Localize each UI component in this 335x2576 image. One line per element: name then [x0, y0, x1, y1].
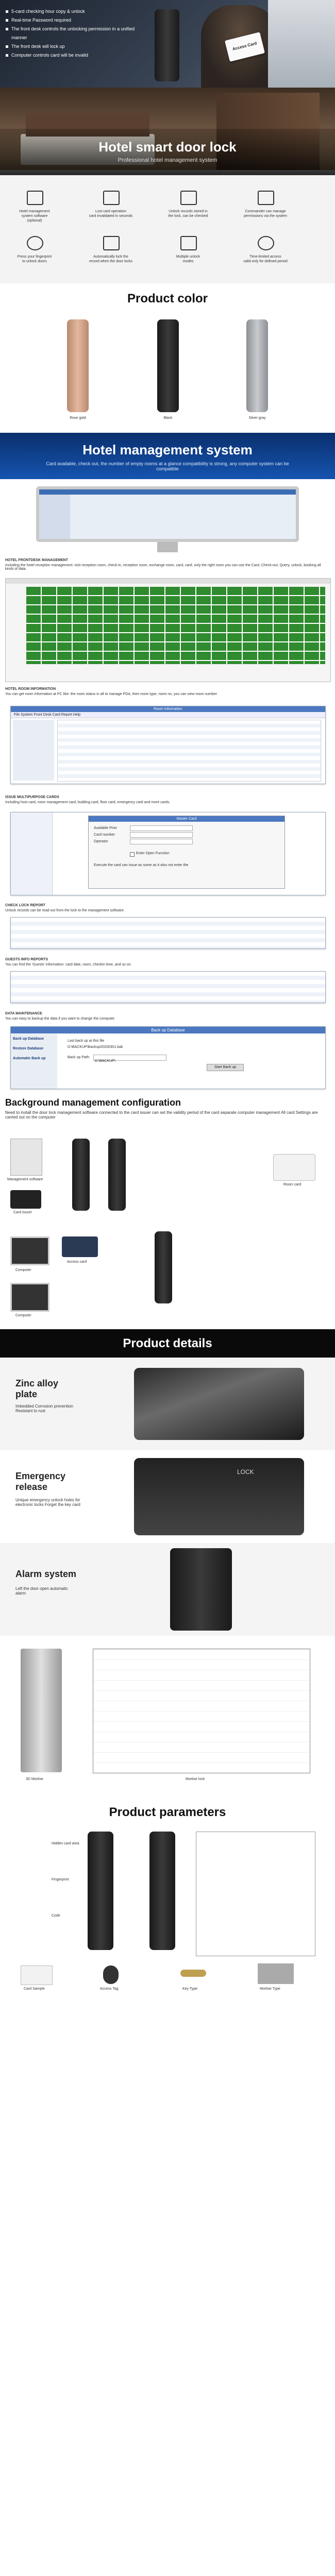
- hms-frontdesk: [0, 556, 335, 685]
- feature-caption: Press your fingerprint to unlock doors: [17, 255, 52, 263]
- param-lock-back: [149, 1832, 175, 1950]
- accessory-label: Card Sample: [24, 1987, 45, 1991]
- section-title: GUESTS INFO REPORTS: [5, 958, 48, 961]
- config-label: Room card: [283, 1183, 301, 1187]
- window-menu[interactable]: File System Front Desk Card Report Help: [11, 712, 325, 718]
- emergency-lock-closeup: [134, 1458, 304, 1535]
- feature-caption: Unlock records stored in the lock, can be checked: [168, 210, 208, 218]
- section-title: ISSUE MULTIPURPOSE CARDS: [5, 795, 59, 799]
- hero-bullet: 5-card checking hour copy & unlock: [4, 7, 143, 16]
- monitor-icon: [27, 191, 43, 205]
- backup-sidebar: [11, 1034, 57, 1089]
- backup-path-label: Back up Path:: [68, 1056, 90, 1059]
- detail-alarm: [0, 1543, 335, 1636]
- config-label: Computer: [15, 1268, 31, 1272]
- detail-zinc: [0, 1358, 335, 1450]
- backup-window: [10, 1026, 326, 1089]
- product-color-title: Product color: [127, 292, 208, 306]
- lock-black: [157, 319, 179, 412]
- zinc-lock-closeup: [134, 1368, 304, 1440]
- feature-caption: Lost card operation card invalidated in seconds: [89, 210, 133, 218]
- emergency-title: Emergency release: [15, 1471, 66, 1492]
- window-sidebar: [13, 720, 54, 781]
- hero-bullet: The front desk controls the unlocking permission in a unified manner: [4, 25, 143, 42]
- config-label: Management software: [7, 1178, 43, 1181]
- section-title: DATA MAINTENANCE: [5, 1012, 42, 1015]
- mortise-3d: [21, 1649, 62, 1772]
- color-label: Silver gray: [248, 416, 266, 420]
- product-color-images: [0, 314, 335, 428]
- page-bottom-fill: [0, 1996, 335, 2576]
- open-function-checkbox[interactable]: [130, 852, 135, 857]
- config-lock-3: [155, 1231, 172, 1303]
- zinc-title: Zinc alloy plate: [15, 1378, 59, 1399]
- hero-bullet: The front desk will lock up: [4, 42, 143, 51]
- feature-caption: Automatically lock the record when the door locks: [89, 255, 133, 263]
- card-issuer: [10, 1190, 41, 1209]
- clock-icon: [258, 236, 274, 250]
- hero-title: Hotel smart door lock: [98, 139, 237, 155]
- lock-record-icon: [103, 236, 120, 250]
- hms-data-maintenance: [0, 1010, 335, 1092]
- hms-multipurpose-cards: [0, 793, 335, 896]
- feature-caption: Hotel management system software (optional): [19, 210, 50, 223]
- section-desc: Including host card, room management card, building card, floor card, emergency card and more cards.: [5, 801, 171, 804]
- parameters-title: Product parameters: [109, 1805, 226, 1819]
- section-desc: You can get room information at PC like: the room status in all to manage PDA, then room type, room no, you can view room number: [5, 692, 217, 696]
- backup-line2: D:\BACKUP\Backup20200301.bak: [68, 1045, 123, 1049]
- accessory-tag: [103, 1965, 119, 1984]
- computer-icon: [258, 191, 274, 205]
- dialog-title: Master Card: [89, 816, 284, 822]
- hms-guests-report: [0, 956, 335, 1005]
- hero-bullet: Computer controls card will be invalid: [4, 51, 143, 60]
- record-icon: [180, 191, 197, 205]
- alarm-desc: Left the door open automatic alarm: [15, 1586, 68, 1596]
- feature-caption: Time-limited access valid only for defined period: [243, 255, 288, 263]
- features-section: [0, 175, 335, 283]
- computer-2: [10, 1283, 49, 1312]
- zinc-desc: Imbedded Corrosion prevention Resistant to rust: [15, 1404, 74, 1413]
- room-card: [273, 1154, 315, 1181]
- section-desc: Unlock records can be read out from the lock to the management software.: [5, 909, 125, 912]
- hms-title: Hotel management system: [82, 442, 253, 457]
- access-card: [62, 1236, 98, 1257]
- monitor: [36, 486, 299, 542]
- product-color-band: [0, 283, 335, 314]
- field-input[interactable]: [130, 832, 193, 838]
- background-config-header: [0, 1092, 335, 1133]
- param-lock-front: [88, 1832, 113, 1950]
- hero-room-bg: [268, 0, 335, 88]
- color-label: Black: [163, 416, 173, 420]
- field-label: Card number: [94, 833, 115, 837]
- product-details-band: [0, 1329, 335, 1358]
- accessory-card: [21, 1965, 53, 1985]
- background-desc: Need to install the door lock management software connected to the card issuer can set the validity period of the card separate computer management All card Settings are carried out on the computer: [5, 1110, 318, 1120]
- mortise-drawing: [93, 1649, 310, 1773]
- emergency-desc: Unique emergency unlock holes for electronic locks Forget the key card: [15, 1498, 80, 1507]
- color-label: Rose gold: [70, 416, 86, 420]
- mortise-section: [0, 1638, 335, 1793]
- section-title: HOTEL FRONTDESK MANAGEMENT: [5, 558, 68, 562]
- hms-lock-report: [0, 902, 335, 951]
- accessory-mortise: [258, 1963, 294, 1984]
- mortise-label: Mortise lock: [186, 1777, 205, 1781]
- hms-room-info: [0, 685, 335, 788]
- screen-toolbar: [39, 489, 296, 495]
- dialog-note: Execute the card can issue as some as it also not enter the: [94, 863, 189, 867]
- sidebar-item-auto-backup[interactable]: Automatic Back up: [13, 1057, 46, 1060]
- hms-header: [0, 433, 335, 479]
- accessory-label: Mortise Type: [260, 1987, 280, 1991]
- hero-section: [0, 0, 335, 88]
- sidebar-item-backup[interactable]: Back up Database: [13, 1037, 44, 1041]
- config-label: Access card: [67, 1260, 87, 1264]
- monitor-screen: [39, 489, 296, 539]
- field-label: Available Prior: [94, 826, 118, 830]
- backup-path-value: D:\BACKUP\: [95, 1059, 115, 1063]
- alarm-lock-closeup: [170, 1548, 232, 1631]
- backup-path-input[interactable]: [93, 1055, 166, 1061]
- hero-bullet: Real-time Password required: [4, 16, 143, 25]
- backup-title: Back up Database: [11, 1027, 325, 1033]
- grid-header: [6, 579, 330, 584]
- feature-caption: Multiple unlock modes: [176, 255, 200, 263]
- window-title: Room Information: [11, 706, 325, 712]
- alarm-title: Alarm system: [15, 1569, 77, 1579]
- section-desc: Including the hotel reception management: visit reception room, check-in, reception room, exchange room, card, card, only the right room you can use the Card, Check-out, Query, unlock, booking all kinds of data.: [5, 564, 321, 571]
- config-lock-1: [72, 1139, 90, 1211]
- section-desc: You can find the 'Guests' information: card date, room, checkin time, and so on.: [5, 963, 132, 967]
- guests-report-window: [10, 971, 326, 1003]
- field-label: Operator: [94, 840, 108, 843]
- card-dialog: [88, 816, 285, 889]
- backup-line1: Last back up at this file: [68, 1039, 105, 1043]
- start-backup-button[interactable]: Start Back up: [207, 1064, 244, 1071]
- fingerprint-icon: [27, 236, 43, 250]
- param-label: Fingerprint: [52, 1878, 69, 1882]
- software-box: [10, 1139, 42, 1176]
- hms-monitor-section: [0, 479, 335, 556]
- lock-rose-gold: [67, 319, 89, 412]
- config-label: Computer: [15, 1314, 31, 1317]
- lock-silver-gray: [246, 319, 268, 412]
- card-sidebar: [11, 812, 53, 895]
- config-lock-2: [108, 1139, 126, 1211]
- hero-lock-image: [155, 9, 179, 81]
- grid-rows: [26, 587, 325, 664]
- room-info-window: [10, 706, 326, 784]
- detail-emergency: [0, 1450, 335, 1543]
- section-title: HOTEL ROOM INFORMATION: [5, 687, 56, 691]
- background-title: Background management configuration: [5, 1097, 181, 1108]
- lock-label: LOCK: [237, 1468, 254, 1476]
- product-details-title: Product details: [123, 1336, 212, 1350]
- parameters-header: [0, 1798, 335, 1826]
- sidebar-item-restore[interactable]: Restore Database: [13, 1047, 44, 1050]
- computer-1: [10, 1236, 49, 1265]
- mortise-label: 3D Mortise: [26, 1777, 43, 1781]
- hms-desc: Card available, check out, the number of empty rooms at a glance compatibility is strong, any computer system can be compatible: [46, 461, 289, 471]
- card-window: [10, 812, 326, 895]
- feature-caption: Commander can manage permissions via the system: [243, 210, 288, 218]
- hero-card-text: Access Card: [232, 41, 258, 52]
- lock-report-window: [10, 917, 326, 949]
- accessory-label: Key Type: [182, 1987, 198, 1991]
- room-table: [57, 720, 321, 782]
- param-label: Hidden card area: [52, 1842, 79, 1845]
- title-block: [0, 129, 335, 175]
- hero-subtitle: Professional hotel management system: [118, 157, 217, 163]
- screen-sidebar: [39, 495, 70, 539]
- section-desc: You can easy to backup the data if you want to change the computer.: [5, 1017, 115, 1021]
- monitor-stand: [157, 542, 178, 552]
- background-config-grid: [0, 1133, 335, 1324]
- accessory-key: [180, 1970, 206, 1977]
- param-dimension-drawing: [196, 1832, 315, 1956]
- section-title: CHECK LOCK REPORT: [5, 904, 45, 907]
- config-label: Card issuer: [13, 1211, 32, 1214]
- parameters-section: [0, 1826, 335, 1996]
- checkbox-label: Enter Open Function: [136, 852, 170, 855]
- unlock-modes-icon: [180, 236, 197, 250]
- param-label: Code: [52, 1914, 60, 1918]
- accessory-label: Access Tag: [100, 1987, 119, 1991]
- field-input[interactable]: [130, 825, 193, 831]
- hero-bullet-list: [4, 7, 143, 60]
- room-status-grid: [5, 578, 331, 682]
- card-icon: [103, 191, 120, 205]
- field-input[interactable]: [130, 839, 193, 844]
